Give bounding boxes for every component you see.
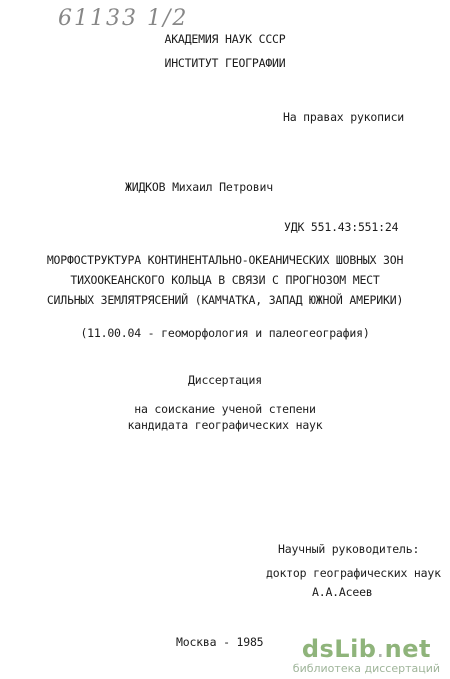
watermark-logo [293, 637, 440, 661]
udk-code: УДК 551.43:551:24 [284, 220, 399, 234]
institute-header: ИНСТИТУТ ГЕОГРАФИИ [164, 56, 286, 70]
title-line-1: МОРФОСТРУКТУРА КОНТИНЕНТАЛЬНО-ОКЕАНИЧЕСКИХ ШОВНЫХ ЗОН [46, 253, 404, 267]
title-line-2: ТИХООКЕАНСКОГО КОЛЬЦА В СВЯЗИ С ПРОГНОЗОМ МЕСТ [70, 273, 380, 287]
watermark-logo-main: dsLib [301, 635, 377, 663]
handwritten-inventory-mark: 61133 1/2 [58, 6, 189, 31]
supervisor-name: А.А.Асеев [312, 585, 373, 599]
title-line-3: СИЛЬНЫХ ЗЕМЛЯТРЯСЕНИЙ (КАМЧАТКА, ЗАПАД ЮЖНОЙ АМЕРИКИ) [46, 293, 404, 307]
watermark-subtitle: библиотека диссертаций [292, 662, 440, 675]
supervisor-title: доктор географических наук [266, 566, 441, 580]
academy-header: АКАДЕМИЯ НАУК СССР [164, 32, 286, 46]
place-and-year: Москва - 1985 [176, 635, 264, 649]
dslib-watermark [293, 637, 440, 675]
watermark-logo-dot: . [376, 635, 385, 663]
author-name: ЖИДКОВ Михаил Петрович [125, 180, 273, 194]
supervisor-label: Научный руководитель: [278, 542, 420, 556]
degree-line-2: кандидата географических наук [127, 418, 323, 432]
work-type: Диссертация [188, 373, 262, 387]
degree-line-1: на соискание ученой степени [134, 402, 316, 416]
watermark-logo-tld: net [384, 635, 431, 663]
specialty-code: (11.00.04 - геоморфология и палеогеография) [80, 326, 370, 340]
rights-note: На правах рукописи [283, 110, 405, 124]
